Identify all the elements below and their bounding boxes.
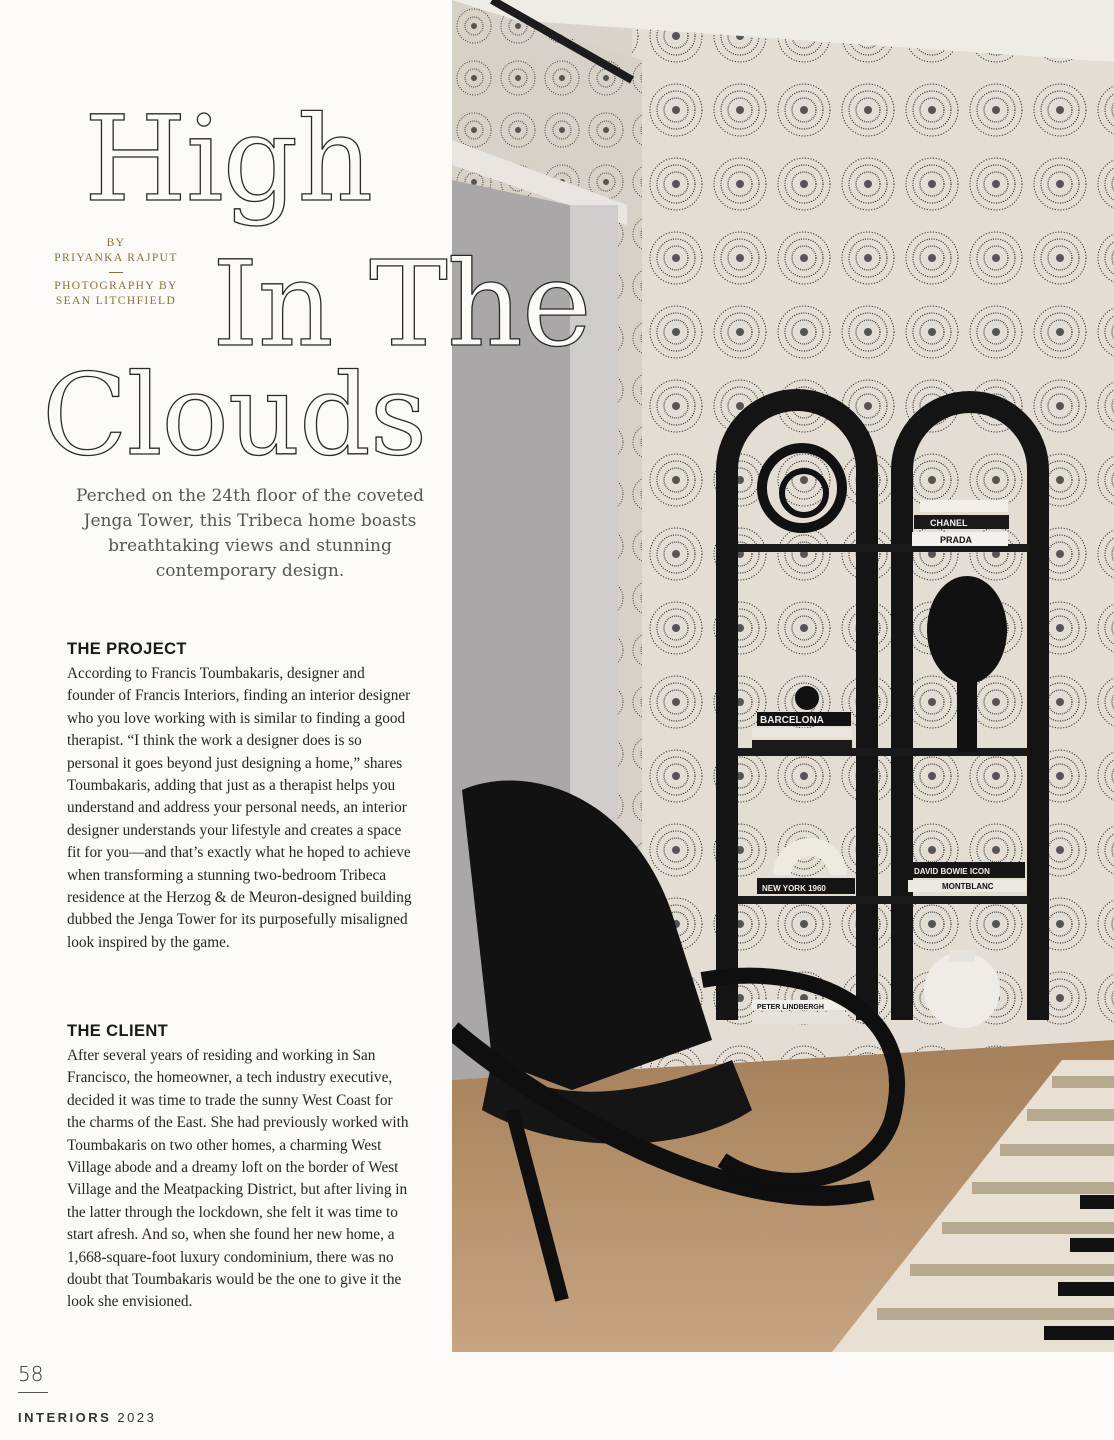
magazine-year: 2023 [117,1410,157,1425]
book-spine-label: MONTBLANC [942,882,994,891]
book-spine-label: PRADA [940,535,973,545]
book-spine-label: DAVID BOWIE ICON [914,867,990,876]
feature-photo [452,0,1114,1352]
photo-credit-label: PHOTOGRAPHY BY [54,280,178,292]
book-spine-label: BARCELONA [760,715,824,726]
article-dek: Perched on the 24th floor of the coveted Jenga Tower, this Tribeca home boasts breathtaking views and stunning contemporary design. [75,486,425,581]
headline-line-3: Clouds [42,351,427,481]
book-spine-label: PETER LINDBERGH [757,1004,824,1011]
headline-line-2: In The [212,235,591,373]
byline [30,236,202,309]
section-body: After several years of residing and working in San Francisco, the homeowner, a tech industry executive, decided it was time to trade the sunny West Coast for the charms of the East. She had previously worked with Toumbakaris on two other homes, a charming West Village abode and a dreamy loft on the border of West Village and the Meatpacking District, but after living in the latter through the lockdown, she felt it was time to start afresh. And so, when she found her new home, a 1,668-square-foot luxury condominium, there was no doubt that Toumbakaris would be the one to give it the look she envisioned. [67,1047,409,1311]
footer-divider [18,1392,48,1393]
book-spine-label: CHANEL [930,518,968,528]
section-heading: THE CLIENT [67,1022,169,1040]
magazine-footer [18,1410,156,1425]
byline-author: PRIYANKA RAJPUT [54,252,178,264]
section-the-client [67,1022,412,1314]
photographer-name: SEAN LITCHFIELD [55,295,177,307]
book-spine-label: NEW YORK 1960 [762,884,826,893]
headline-line-1: High [84,90,373,228]
section-the-project [67,640,412,954]
page-number: 58 [18,1362,44,1386]
magazine-name: INTERIORS [18,1410,112,1425]
byline-by: BY [106,237,126,249]
section-heading: THE PROJECT [67,640,187,658]
section-body: According to Francis Toumbakaris, designer and founder of Francis Interiors, finding an interior designer who you love working with is similar to finding a good therapist. “I think the work a designer does is so personal it goes beyond just designing a home,” shares Toumbakaris, adding that just as a therapist helps you understand and address your personal needs, an interior designer understands your lifestyle and creates a space fit for you—and that’s exactly what he hoped to achieve when transforming a stunning two-bedroom Tribeca residence at the Herzog & de Meuron-designed building dubbed the Jenga Tower for its purposefully misaligned look inspired by the game. [67,665,412,951]
byline-divider [109,272,123,273]
